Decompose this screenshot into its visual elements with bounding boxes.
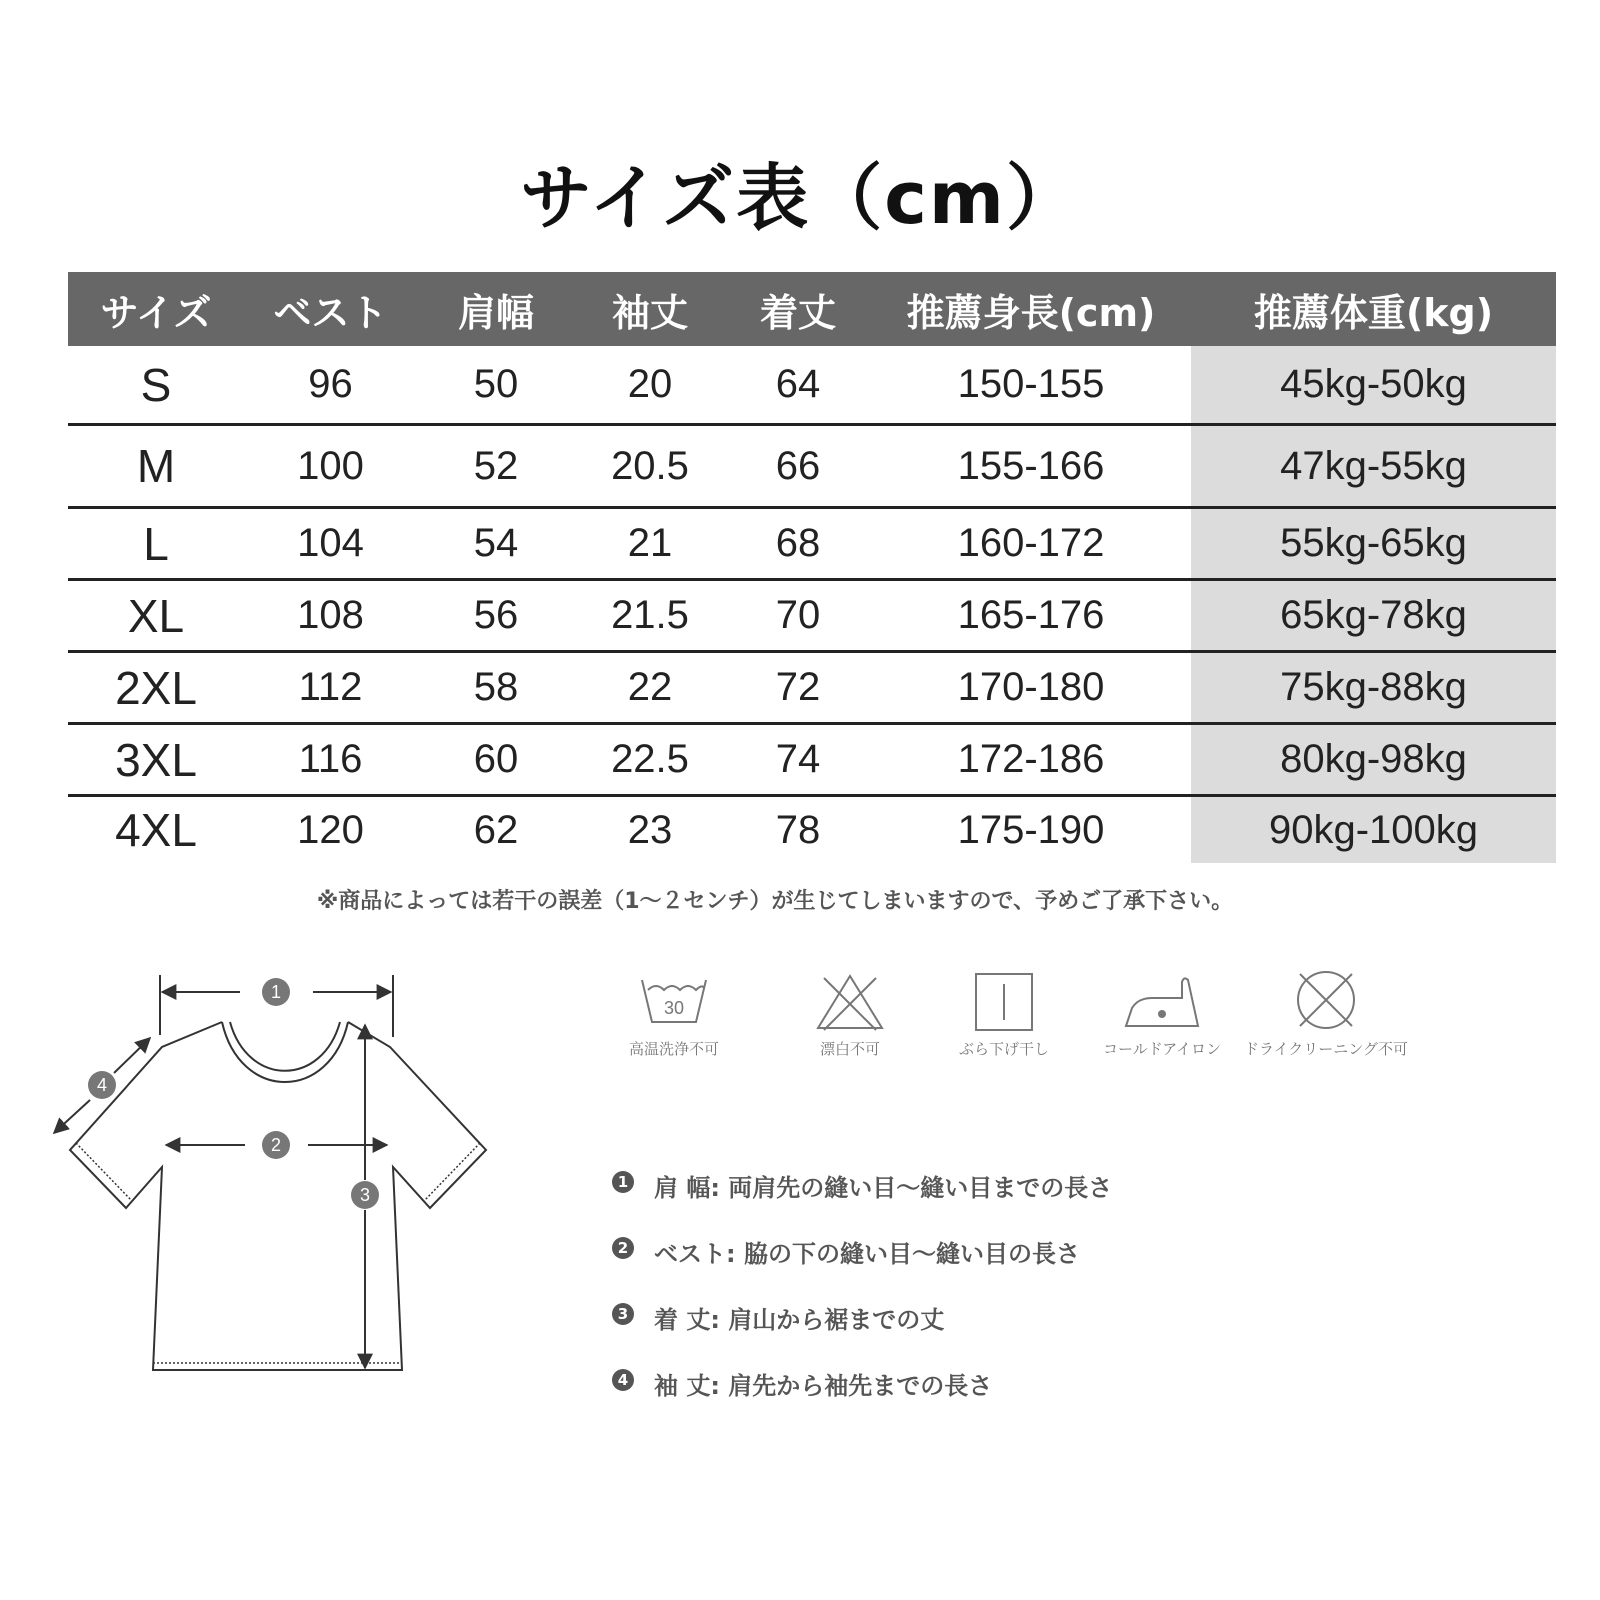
care-label: ぶら下げ干し <box>958 1040 1049 1058</box>
cell-size: 2XL <box>68 652 244 724</box>
cell-height: 170-180 <box>871 652 1191 724</box>
marker-4 <box>88 1071 116 1099</box>
cell-bust: 96 <box>244 346 417 425</box>
cell-length: 74 <box>725 724 871 796</box>
legend-text: ベスト: 脇の下の縫い目～縫い目の長さ <box>654 1240 1080 1268</box>
cell-size: L <box>68 508 244 580</box>
legend-number: 4 <box>612 1369 634 1391</box>
size-note: ※商品によっては若干の誤差（1～２センチ）が生じてしまいますので、予めご了承下さい。 <box>316 889 1234 914</box>
care-label: 漂白不可 <box>819 1040 880 1058</box>
measurement-legend <box>612 1168 1112 1432</box>
cell-sleeve: 20.5 <box>575 425 725 508</box>
cell-sleeve: 23 <box>627 807 673 852</box>
cell-height: 150-155 <box>871 346 1191 425</box>
tshirt-outline <box>70 1022 486 1370</box>
cell-weight: 65kg-78kg <box>1191 580 1556 652</box>
care-label: 高温洗浄不可 <box>628 1040 719 1058</box>
cell-weight: 45kg-50kg <box>1191 346 1556 425</box>
cell-height: 175-190 <box>957 807 1105 852</box>
cell-size: XL <box>68 580 244 652</box>
svg-text:3: 3 <box>359 1185 371 1205</box>
cell-shoulder: 62 <box>473 807 519 852</box>
measure-lines <box>54 975 393 1368</box>
legend-number: 3 <box>612 1303 634 1325</box>
care-label: コールドアイロン <box>1103 1040 1221 1058</box>
legend-item <box>612 1366 1112 1432</box>
table-row <box>68 346 1556 425</box>
cell-weight: 90kg-100kg <box>1191 796 1556 864</box>
cell-size: 4XL <box>115 804 197 856</box>
cell-height: 165-176 <box>871 580 1191 652</box>
legend-number: 1 <box>612 1171 634 1193</box>
legend-text: 肩 幅: 両肩先の縫い目～縫い目までの長さ <box>654 1174 1113 1202</box>
svg-text:1: 1 <box>270 982 282 1002</box>
svg-text:4: 4 <box>96 1075 108 1095</box>
cell-size: M <box>68 425 244 508</box>
cell-sleeve: 21 <box>575 508 725 580</box>
header-height: 推薦身長(cm) <box>871 272 1191 346</box>
cell-length: 66 <box>725 425 871 508</box>
table-row <box>68 724 1556 796</box>
cell-bust: 116 <box>244 724 417 796</box>
care-item-dryclean <box>1226 970 1426 1059</box>
cell-bust: 100 <box>244 425 417 508</box>
legend-text: 袖 丈: 肩先から袖先までの長さ <box>654 1372 993 1400</box>
table-row <box>68 652 1556 724</box>
cell-height: 160-172 <box>871 508 1191 580</box>
care-label: ドライクリーニング不可 <box>1244 1040 1408 1058</box>
header-bust: ベスト <box>244 272 417 346</box>
size-table <box>68 272 1556 863</box>
cell-length: 68 <box>725 508 871 580</box>
cell-shoulder: 54 <box>417 508 575 580</box>
cell-shoulder: 52 <box>417 425 575 508</box>
cell-height: 155-166 <box>871 425 1191 508</box>
table-row <box>68 580 1556 652</box>
table-row <box>68 508 1556 580</box>
legend-item <box>612 1300 1112 1366</box>
cell-shoulder: 56 <box>417 580 575 652</box>
care-item-wash <box>574 970 774 1059</box>
cell-sleeve: 21.5 <box>575 580 725 652</box>
cell-shoulder: 60 <box>417 724 575 796</box>
svg-text:2: 2 <box>270 1135 282 1155</box>
cell-height: 172-186 <box>871 724 1191 796</box>
cell-size: 3XL <box>68 724 244 796</box>
header-size: サイズ <box>68 272 244 346</box>
cell-weight: 47kg-55kg <box>1191 425 1556 508</box>
line-dry-icon <box>964 970 1044 1032</box>
table-header-row <box>68 272 1556 346</box>
cell-sleeve: 20 <box>575 346 725 425</box>
cell-length: 72 <box>725 652 871 724</box>
page-title: サイズ表（cm） <box>520 156 1080 240</box>
legend-item <box>612 1234 1112 1300</box>
cell-length: 78 <box>775 807 821 852</box>
table-row <box>68 796 1556 864</box>
legend-number: 2 <box>612 1237 634 1259</box>
cell-weight: 75kg-88kg <box>1191 652 1556 724</box>
cell-bust: 104 <box>244 508 417 580</box>
header-length: 着丈 <box>725 272 871 346</box>
cell-shoulder: 58 <box>417 652 575 724</box>
no-dry-clean-icon <box>1286 970 1366 1032</box>
cell-length: 64 <box>725 346 871 425</box>
wash-30-icon <box>634 970 714 1032</box>
header-weight: 推薦体重(kg) <box>1191 272 1556 346</box>
marker-1 <box>262 978 290 1006</box>
cell-sleeve: 22.5 <box>575 724 725 796</box>
svg-text:30: 30 <box>663 998 685 1018</box>
cell-bust: 112 <box>244 652 417 724</box>
legend-item <box>612 1168 1112 1234</box>
cell-length: 70 <box>725 580 871 652</box>
cell-sleeve: 22 <box>575 652 725 724</box>
cell-bust: 108 <box>244 580 417 652</box>
cell-weight: 80kg-98kg <box>1191 724 1556 796</box>
header-sleeve: 袖丈 <box>575 272 725 346</box>
cool-iron-icon <box>1122 970 1202 1032</box>
cell-size: S <box>68 346 244 425</box>
cell-bust: 120 <box>297 807 364 852</box>
marker-2 <box>262 1131 290 1159</box>
cell-weight: 55kg-65kg <box>1191 508 1556 580</box>
marker-3 <box>351 1181 379 1209</box>
tshirt-diagram <box>40 975 510 1415</box>
table-row <box>68 425 1556 508</box>
legend-text: 着 丈: 肩山から裾までの丈 <box>654 1306 945 1334</box>
header-shoulder: 肩幅 <box>417 272 575 346</box>
cell-shoulder: 50 <box>417 346 575 425</box>
no-bleach-icon <box>810 970 890 1032</box>
